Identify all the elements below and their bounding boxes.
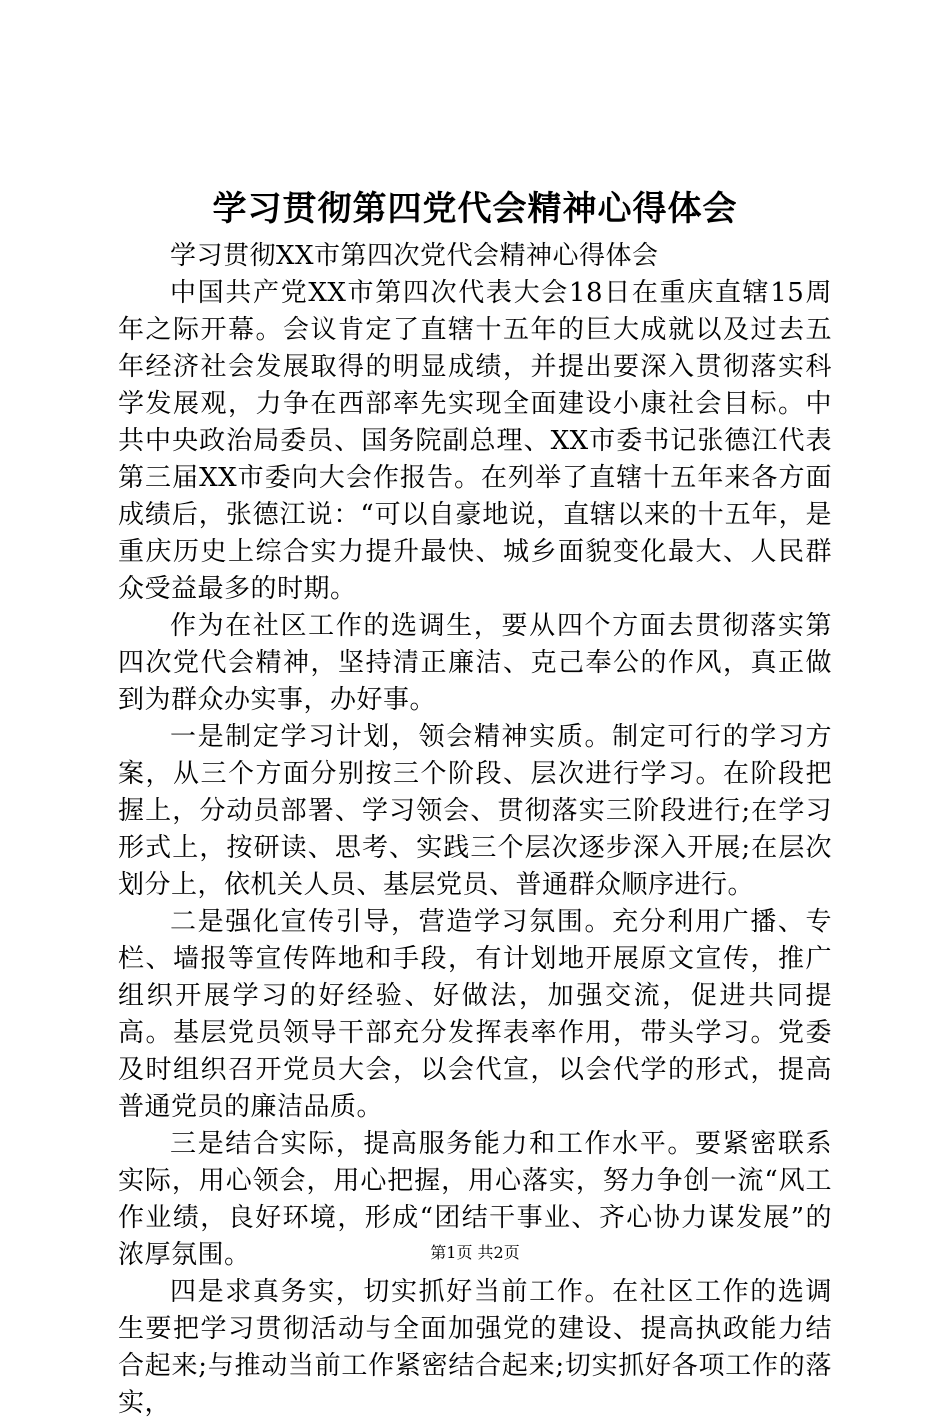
paragraph-2: 作为在社区工作的选调生，要从四个方面去贯彻落实第四次党代会精神，坚持清正廉洁、克己奉公的作风，真正做到为群众办实事，办好事。 <box>118 611 832 715</box>
page-footer: 第1页 共2页 <box>430 1243 520 1262</box>
paragraph-subtitle: 学习贯彻XX市第四次党代会精神心得体会 <box>170 241 659 271</box>
paragraph-3: 一是制定学习计划，领会精神实质。制定可行的学习方案，从三个方面分别按三个阶段、层次进行学习。在阶段把握上，分动员部署、学习领会、贯彻落实三阶段进行;在学习形式上，按研读、思考、实践三个层次逐步深入开展;在层次划分上，依机关人员、基层党员、普通群众顺序进行。 <box>118 722 832 900</box>
paragraph-4: 二是强化宣传引导，营造学习氛围。充分利用广播、专栏、墙报等宣传阵地和手段，有计划地开展原文宣传，推广组织开展学习的好经验、好做法，加强交流，促进共同提高。基层党员领导干部充分发挥表率作用，带头学习。党委及时组织召开党员大会，以会代宣，以会代学的形式，提高普通党员的廉洁品质。 <box>118 907 832 1122</box>
document-title: 学习贯彻第四党代会精神心得体会 <box>212 189 738 229</box>
paragraph-1: 中国共产党XX市第四次代表大会18日在重庆直辖15周年之际开幕。会议肯定了直辖十五年的巨大成就以及过去五年经济社会发展取得的明显成绩，并提出要深入贯彻落实科学发展观，力争在西部率先实现全面建设小康社会目标。中共中央政治局委员、国务院副总理、XX市委书记张德江代表第三届XX市委向大会作报告。在列举了直辖十五年来各方面成绩后，张德江说：“可以自豪地说，直辖以来的十五年，是重庆历史上综合实力提升最快、城乡面貌变化最大、人民群众受益最多的时期。 <box>118 278 832 604</box>
paragraph-6: 四是求真务实，切实抓好当前工作。在社区工作的选调生要把学习贯彻活动与全面加强党的建设、提高执政能力结合起来;与推动当前工作紧密结合起来;切实抓好各项工作的落实， <box>118 1277 832 1418</box>
paragraph-5: 三是结合实际，提高服务能力和工作水平。要紧密联系实际，用心领会，用心把握，用心落实，努力争创一流“风工作业绩，良好环境，形成“团结干事业、齐心协力谋发展”的浓厚氛围。 <box>118 1129 832 1270</box>
